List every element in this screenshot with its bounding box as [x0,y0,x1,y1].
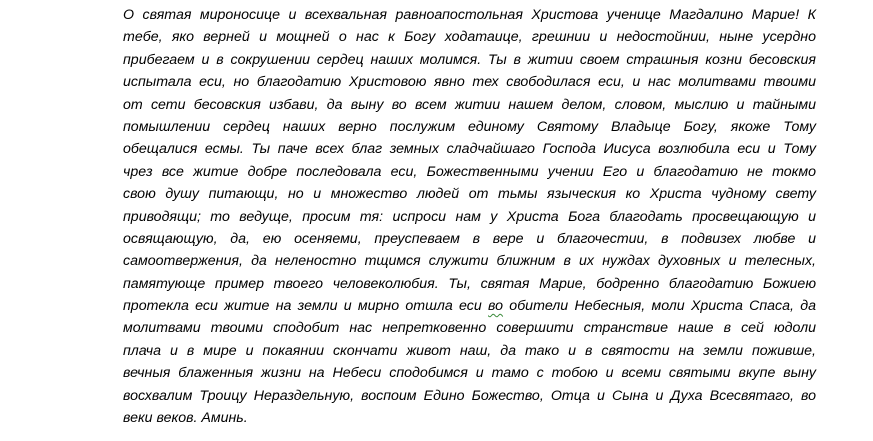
text-line-2: тебе, яко верней и мощней о нас к Богу ходатаице, грешнии и недостойнии, ныне усердно [123,29,816,46]
text-line-19: веки веков. Аминь. [123,410,248,427]
text-line-16: плача и в мире и покаянии скончати живот наш, да тако и в святости на земли поживше, [123,342,816,359]
text-line-3: прибегаем и в сокрушении сердец наших молимся. Ты в житии своем страшныя козни бесовския [123,51,816,68]
text-line-4: испытала еси, но благодатию Христовою явно тех свободилася еси, и нас молитвами твоими [123,74,816,91]
text-line-14-after: обители Небесныя, моли Христа Спаса, да [503,298,816,315]
text-line-17: вечныя блаженныя жизни на Небеси сподобимся и тамо с тобою и всеми святыми вкупе выну [123,365,816,382]
text-line-12: самоотвержения, да неленостно тщимся служити ближним в их нуждах духовных и телесных, [123,253,816,270]
text-line-7: обещалися есмы. Ты паче всех благ земных сладчайшаго Господа Иисуса возлюбила еси и Тому [123,141,816,158]
text-line-10: приводящи; то ведуще, просим тя: испроси нам у Христа Бога благодать просвещающую и [123,208,816,225]
text-line-15: молитвами твоими сподобит нас непретковенно совершити странствие наше в сей юдоли [123,320,816,337]
text-line-9: свою душу питающи, но и множество людей от тьмы языческия ко Христа чудному свету [123,186,816,203]
text-line-14-before: протекла еси житие на земли и мирно отшла еси [123,298,489,315]
text-line-18: восхвалим Троицу Нераздельную, воспоим Едино Божество, Отца и Сына и Духа Всесвятаго, во [123,387,816,404]
spellcheck-marked-word[interactable]: во [488,298,504,315]
text-line-13: памятующе пример твоего человеколюбия. Ты, святая Марие, бодренно благодатию Божиею [123,275,816,292]
text-line-14 [123,295,816,317]
text-line-11: освящающую, да, ею осеняеми, преуспеваем в вере и благочестии, в подвизех любве и [123,230,816,247]
prayer-text [123,4,816,429]
text-line-6: помышлении сердец наших верно послужим единому Святому Владыце Богу, якоже Тому [123,118,816,135]
text-line-5: от сети бесовския избави, да выну во всем житии нашем делом, словом, мыслию и тайными [123,96,816,113]
text-line-8: чрез все житие добре последовала еси, Божественными учении Его и благодатию не токмо [123,163,816,180]
text-line-1: О святая мироносице и всехвальная равноапостольная Христова ученице Магдалино Марие! К [123,7,816,23]
